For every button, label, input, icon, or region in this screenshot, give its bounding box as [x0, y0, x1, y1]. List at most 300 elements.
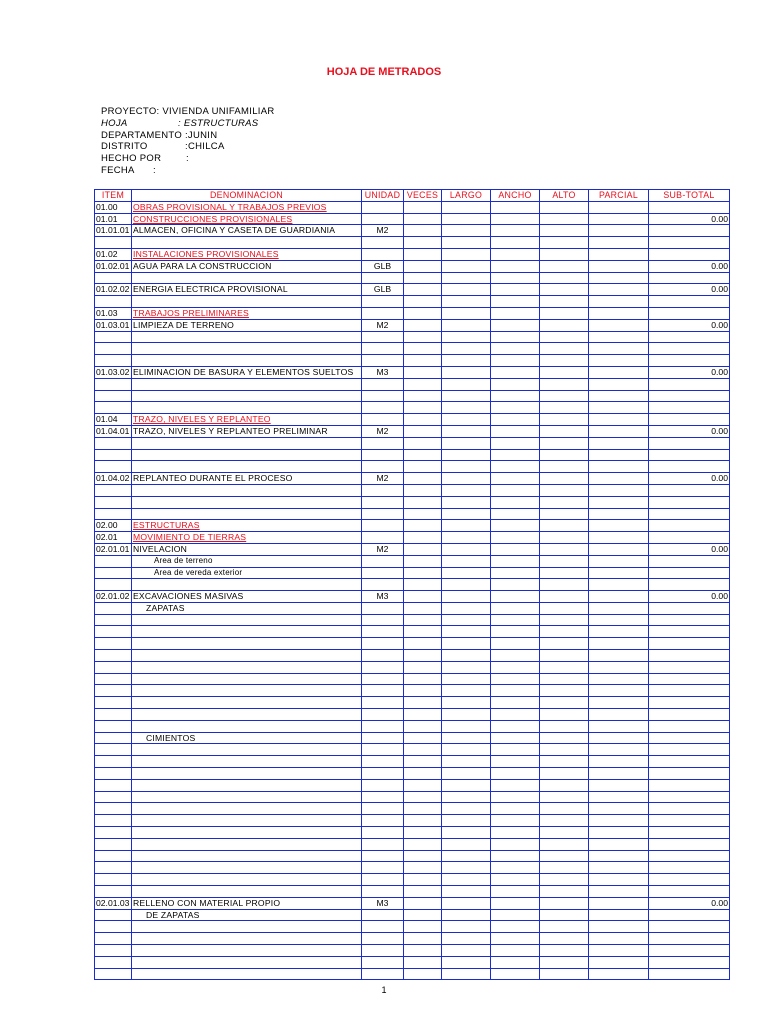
cell-veces	[404, 815, 442, 827]
cell-veces	[404, 756, 442, 768]
cell-parcial	[589, 260, 649, 272]
cell-largo	[442, 768, 491, 780]
project-name: PROYECTO: VIVIENDA UNIFAMILIAR	[101, 106, 275, 117]
table-row	[95, 319, 730, 331]
cell-item	[95, 956, 132, 968]
cell-item	[95, 909, 132, 921]
cell-ancho	[491, 496, 540, 508]
cell-alto	[540, 614, 589, 626]
table-row	[95, 709, 730, 721]
cell-item	[95, 331, 132, 343]
column-header: PARCIAL	[589, 190, 649, 202]
cell-item	[95, 355, 132, 367]
cell-und	[362, 355, 404, 367]
table-row	[95, 331, 730, 343]
cell-alto	[540, 838, 589, 850]
cell-alto	[540, 461, 589, 473]
cell-item	[95, 673, 132, 685]
cell-alto	[540, 307, 589, 319]
cell-und	[362, 331, 404, 343]
cell-veces	[404, 768, 442, 780]
cell-item	[95, 496, 132, 508]
cell-parcial	[589, 473, 649, 485]
cell-item	[95, 437, 132, 449]
cell-und	[362, 862, 404, 874]
cell-veces	[404, 862, 442, 874]
cell-den	[132, 650, 362, 662]
cell-veces	[404, 366, 442, 378]
cell-item	[95, 921, 132, 933]
cell-sub	[649, 838, 730, 850]
cell-und: M3	[362, 591, 404, 603]
cell-ancho	[491, 390, 540, 402]
cell-den	[132, 886, 362, 898]
cell-largo	[442, 602, 491, 614]
cell-sub	[649, 933, 730, 945]
cell-veces	[404, 260, 442, 272]
cell-veces	[404, 744, 442, 756]
cell-den	[132, 968, 362, 980]
cell-parcial	[589, 437, 649, 449]
cell-largo	[442, 921, 491, 933]
table-row	[95, 579, 730, 591]
cell-largo	[442, 897, 491, 909]
cell-item	[95, 791, 132, 803]
cell-alto	[540, 496, 589, 508]
cell-den	[132, 496, 362, 508]
column-header: UNIDAD	[362, 190, 404, 202]
cell-largo	[442, 237, 491, 249]
cell-sub	[649, 886, 730, 898]
cell-sub	[649, 709, 730, 721]
cell-und	[362, 402, 404, 414]
cell-item	[95, 402, 132, 414]
cell-den: ENERGIA ELECTRICA PROVISIONAL	[132, 284, 362, 296]
table-row	[95, 402, 730, 414]
cell-veces	[404, 838, 442, 850]
cell-largo	[442, 638, 491, 650]
cell-parcial	[589, 307, 649, 319]
cell-und	[362, 579, 404, 591]
cell-und	[362, 756, 404, 768]
cell-den	[132, 815, 362, 827]
cell-ancho	[491, 815, 540, 827]
cell-item	[95, 968, 132, 980]
cell-veces	[404, 685, 442, 697]
cell-alto	[540, 331, 589, 343]
cell-sub	[649, 484, 730, 496]
page-number: 1	[381, 985, 387, 995]
cell-parcial	[589, 768, 649, 780]
cell-alto	[540, 744, 589, 756]
sheet-value: : ESTRUCTURAS	[178, 117, 259, 129]
cell-alto	[540, 850, 589, 862]
cell-sub	[649, 437, 730, 449]
sheet-label: HOJA	[101, 117, 128, 129]
cell-alto	[540, 661, 589, 673]
column-header: SUB-TOTAL	[649, 190, 730, 202]
cell-und	[362, 673, 404, 685]
cell-sub	[649, 532, 730, 544]
cell-alto	[540, 484, 589, 496]
cell-largo	[442, 968, 491, 980]
cell-ancho	[491, 779, 540, 791]
cell-parcial	[589, 425, 649, 437]
cell-ancho	[491, 791, 540, 803]
cell-item	[95, 827, 132, 839]
cell-sub	[649, 414, 730, 426]
cell-alto	[540, 756, 589, 768]
cell-largo	[442, 626, 491, 638]
cell-alto	[540, 225, 589, 237]
cell-largo	[442, 709, 491, 721]
cell-und	[362, 874, 404, 886]
cell-item: 02.01.03	[95, 897, 132, 909]
cell-den: TRABAJOS PRELIMINARES	[132, 307, 362, 319]
cell-veces	[404, 673, 442, 685]
cell-sub	[649, 567, 730, 579]
cell-largo	[442, 850, 491, 862]
cell-und	[362, 272, 404, 284]
cell-den	[132, 945, 362, 957]
table-row	[95, 225, 730, 237]
cell-largo	[442, 378, 491, 390]
cell-ancho	[491, 449, 540, 461]
cell-den	[132, 638, 362, 650]
cell-veces	[404, 779, 442, 791]
table-row	[95, 378, 730, 390]
cell-und	[362, 815, 404, 827]
cell-largo	[442, 213, 491, 225]
table-row	[95, 956, 730, 968]
cell-veces	[404, 661, 442, 673]
cell-parcial	[589, 650, 649, 662]
cell-largo	[442, 319, 491, 331]
cell-ancho	[491, 331, 540, 343]
cell-den	[132, 296, 362, 308]
cell-parcial	[589, 897, 649, 909]
table-row	[95, 520, 730, 532]
cell-den	[132, 697, 362, 709]
cell-den: ESTRUCTURAS	[132, 520, 362, 532]
table-row	[95, 720, 730, 732]
cell-veces	[404, 201, 442, 213]
cell-veces	[404, 732, 442, 744]
cell-den	[132, 508, 362, 520]
cell-alto	[540, 543, 589, 555]
cell-und	[362, 508, 404, 520]
cell-ancho	[491, 602, 540, 614]
cell-item	[95, 945, 132, 957]
cell-largo	[442, 284, 491, 296]
cell-item	[95, 874, 132, 886]
cell-den	[132, 956, 362, 968]
table-row	[95, 921, 730, 933]
cell-parcial	[589, 921, 649, 933]
cell-alto	[540, 803, 589, 815]
cell-veces	[404, 378, 442, 390]
cell-largo	[442, 260, 491, 272]
cell-ancho	[491, 756, 540, 768]
cell-und: GLB	[362, 284, 404, 296]
cell-und	[362, 437, 404, 449]
cell-veces	[404, 331, 442, 343]
cell-sub	[649, 768, 730, 780]
cell-alto	[540, 567, 589, 579]
cell-ancho	[491, 237, 540, 249]
cell-ancho	[491, 272, 540, 284]
cell-largo	[442, 614, 491, 626]
cell-item	[95, 567, 132, 579]
cell-item	[95, 744, 132, 756]
cell-und: M2	[362, 319, 404, 331]
cell-parcial	[589, 591, 649, 603]
cell-veces	[404, 248, 442, 260]
cell-alto	[540, 685, 589, 697]
cell-largo	[442, 390, 491, 402]
cell-sub	[649, 555, 730, 567]
cell-und: M3	[362, 897, 404, 909]
cell-parcial	[589, 956, 649, 968]
cell-und	[362, 661, 404, 673]
cell-veces	[404, 945, 442, 957]
cell-largo	[442, 437, 491, 449]
cell-sub	[649, 779, 730, 791]
cell-ancho	[491, 803, 540, 815]
cell-veces	[404, 508, 442, 520]
cell-den: ALMACEN, OFICINA Y CASETA DE GUARDIANIA	[132, 225, 362, 237]
cell-sub	[649, 461, 730, 473]
cell-item	[95, 508, 132, 520]
cell-und	[362, 779, 404, 791]
cell-den	[132, 768, 362, 780]
cell-parcial	[589, 508, 649, 520]
cell-parcial	[589, 331, 649, 343]
cell-veces	[404, 850, 442, 862]
cell-alto	[540, 791, 589, 803]
cell-item: 01.02.01	[95, 260, 132, 272]
cell-den: DE ZAPATAS	[132, 909, 362, 921]
cell-und	[362, 791, 404, 803]
cell-und	[362, 933, 404, 945]
cell-und	[362, 484, 404, 496]
cell-ancho	[491, 437, 540, 449]
cell-veces	[404, 709, 442, 721]
table-row	[95, 366, 730, 378]
cell-largo	[442, 307, 491, 319]
cell-ancho	[491, 402, 540, 414]
cell-ancho	[491, 744, 540, 756]
cell-den: NIVELACION	[132, 543, 362, 555]
cell-alto	[540, 886, 589, 898]
cell-parcial	[589, 756, 649, 768]
date-value: :	[153, 164, 156, 176]
table-row	[95, 473, 730, 485]
cell-alto	[540, 520, 589, 532]
cell-parcial	[589, 850, 649, 862]
cell-parcial	[589, 886, 649, 898]
cell-alto	[540, 355, 589, 367]
cell-largo	[442, 473, 491, 485]
cell-und: M2	[362, 425, 404, 437]
cell-den	[132, 685, 362, 697]
cell-alto	[540, 508, 589, 520]
table-row	[95, 343, 730, 355]
cell-item: 01.02.02	[95, 284, 132, 296]
cell-und	[362, 248, 404, 260]
cell-den	[132, 614, 362, 626]
cell-largo	[442, 343, 491, 355]
cell-parcial	[589, 520, 649, 532]
column-header: ANCHO	[491, 190, 540, 202]
cell-parcial	[589, 614, 649, 626]
cell-ancho	[491, 768, 540, 780]
cell-parcial	[589, 626, 649, 638]
cell-parcial	[589, 602, 649, 614]
table-row	[95, 968, 730, 980]
cell-veces	[404, 968, 442, 980]
cell-alto	[540, 272, 589, 284]
cell-parcial	[589, 827, 649, 839]
cell-parcial	[589, 697, 649, 709]
table-row	[95, 355, 730, 367]
cell-ancho	[491, 732, 540, 744]
cell-item	[95, 709, 132, 721]
cell-den	[132, 626, 362, 638]
cell-veces	[404, 602, 442, 614]
column-header: LARGO	[442, 190, 491, 202]
cell-item	[95, 614, 132, 626]
cell-ancho	[491, 897, 540, 909]
cell-und	[362, 343, 404, 355]
cell-ancho	[491, 933, 540, 945]
cell-veces	[404, 402, 442, 414]
cell-alto	[540, 897, 589, 909]
cell-ancho	[491, 543, 540, 555]
cell-den: INSTALACIONES PROVISIONALES	[132, 248, 362, 260]
cell-largo	[442, 543, 491, 555]
cell-den: Area de terreno	[132, 555, 362, 567]
cell-parcial	[589, 744, 649, 756]
cell-sub: 0.00	[649, 284, 730, 296]
cell-und	[362, 626, 404, 638]
cell-den: TRAZO, NIVELES Y REPLANTEO PRELIMINAR	[132, 425, 362, 437]
cell-alto	[540, 638, 589, 650]
cell-parcial	[589, 449, 649, 461]
cell-und	[362, 237, 404, 249]
cell-alto	[540, 732, 589, 744]
cell-und	[362, 909, 404, 921]
cell-largo	[442, 685, 491, 697]
table-row	[95, 874, 730, 886]
cell-alto	[540, 213, 589, 225]
cell-alto	[540, 768, 589, 780]
cell-sub: 0.00	[649, 591, 730, 603]
table-row	[95, 201, 730, 213]
cell-alto	[540, 260, 589, 272]
cell-sub	[649, 248, 730, 260]
table-row	[95, 673, 730, 685]
cell-sub	[649, 650, 730, 662]
cell-sub	[649, 827, 730, 839]
cell-alto	[540, 437, 589, 449]
cell-alto	[540, 343, 589, 355]
column-header: ITEM	[95, 190, 132, 202]
cell-den	[132, 272, 362, 284]
cell-den	[132, 779, 362, 791]
table-row	[95, 661, 730, 673]
table-row	[95, 213, 730, 225]
cell-den	[132, 437, 362, 449]
cell-ancho	[491, 213, 540, 225]
cell-ancho	[491, 307, 540, 319]
cell-item: 01.03.01	[95, 319, 132, 331]
cell-veces	[404, 520, 442, 532]
cell-sub	[649, 661, 730, 673]
cell-den: LIMPIEZA DE TERRENO	[132, 319, 362, 331]
table-row	[95, 614, 730, 626]
cell-item	[95, 650, 132, 662]
cell-parcial	[589, 213, 649, 225]
cell-parcial	[589, 378, 649, 390]
cell-alto	[540, 284, 589, 296]
cell-alto	[540, 815, 589, 827]
cell-sub	[649, 945, 730, 957]
cell-ancho	[491, 520, 540, 532]
cell-alto	[540, 390, 589, 402]
cell-und: M2	[362, 225, 404, 237]
cell-alto	[540, 945, 589, 957]
cell-ancho	[491, 378, 540, 390]
cell-parcial	[589, 791, 649, 803]
cell-veces	[404, 307, 442, 319]
date-label: FECHA	[101, 164, 135, 176]
table-row	[95, 449, 730, 461]
cell-sub	[649, 862, 730, 874]
table-row	[95, 945, 730, 957]
cell-item	[95, 886, 132, 898]
cell-item	[95, 815, 132, 827]
cell-und	[362, 496, 404, 508]
cell-sub: 0.00	[649, 260, 730, 272]
cell-alto	[540, 697, 589, 709]
cell-parcial	[589, 484, 649, 496]
cell-alto	[540, 414, 589, 426]
table-row	[95, 272, 730, 284]
table-row	[95, 850, 730, 862]
column-header: VECES	[404, 190, 442, 202]
cell-und	[362, 744, 404, 756]
cell-largo	[442, 744, 491, 756]
cell-veces	[404, 555, 442, 567]
table-row	[95, 390, 730, 402]
cell-largo	[442, 909, 491, 921]
cell-den	[132, 461, 362, 473]
cell-den: TRAZO, NIVELES Y REPLANTEO	[132, 414, 362, 426]
cell-parcial	[589, 343, 649, 355]
cell-sub	[649, 756, 730, 768]
cell-und	[362, 850, 404, 862]
cell-alto	[540, 779, 589, 791]
cell-parcial	[589, 355, 649, 367]
cell-largo	[442, 248, 491, 260]
cell-ancho	[491, 650, 540, 662]
cell-ancho	[491, 319, 540, 331]
cell-ancho	[491, 201, 540, 213]
cell-ancho	[491, 720, 540, 732]
cell-parcial	[589, 968, 649, 980]
cell-largo	[442, 484, 491, 496]
